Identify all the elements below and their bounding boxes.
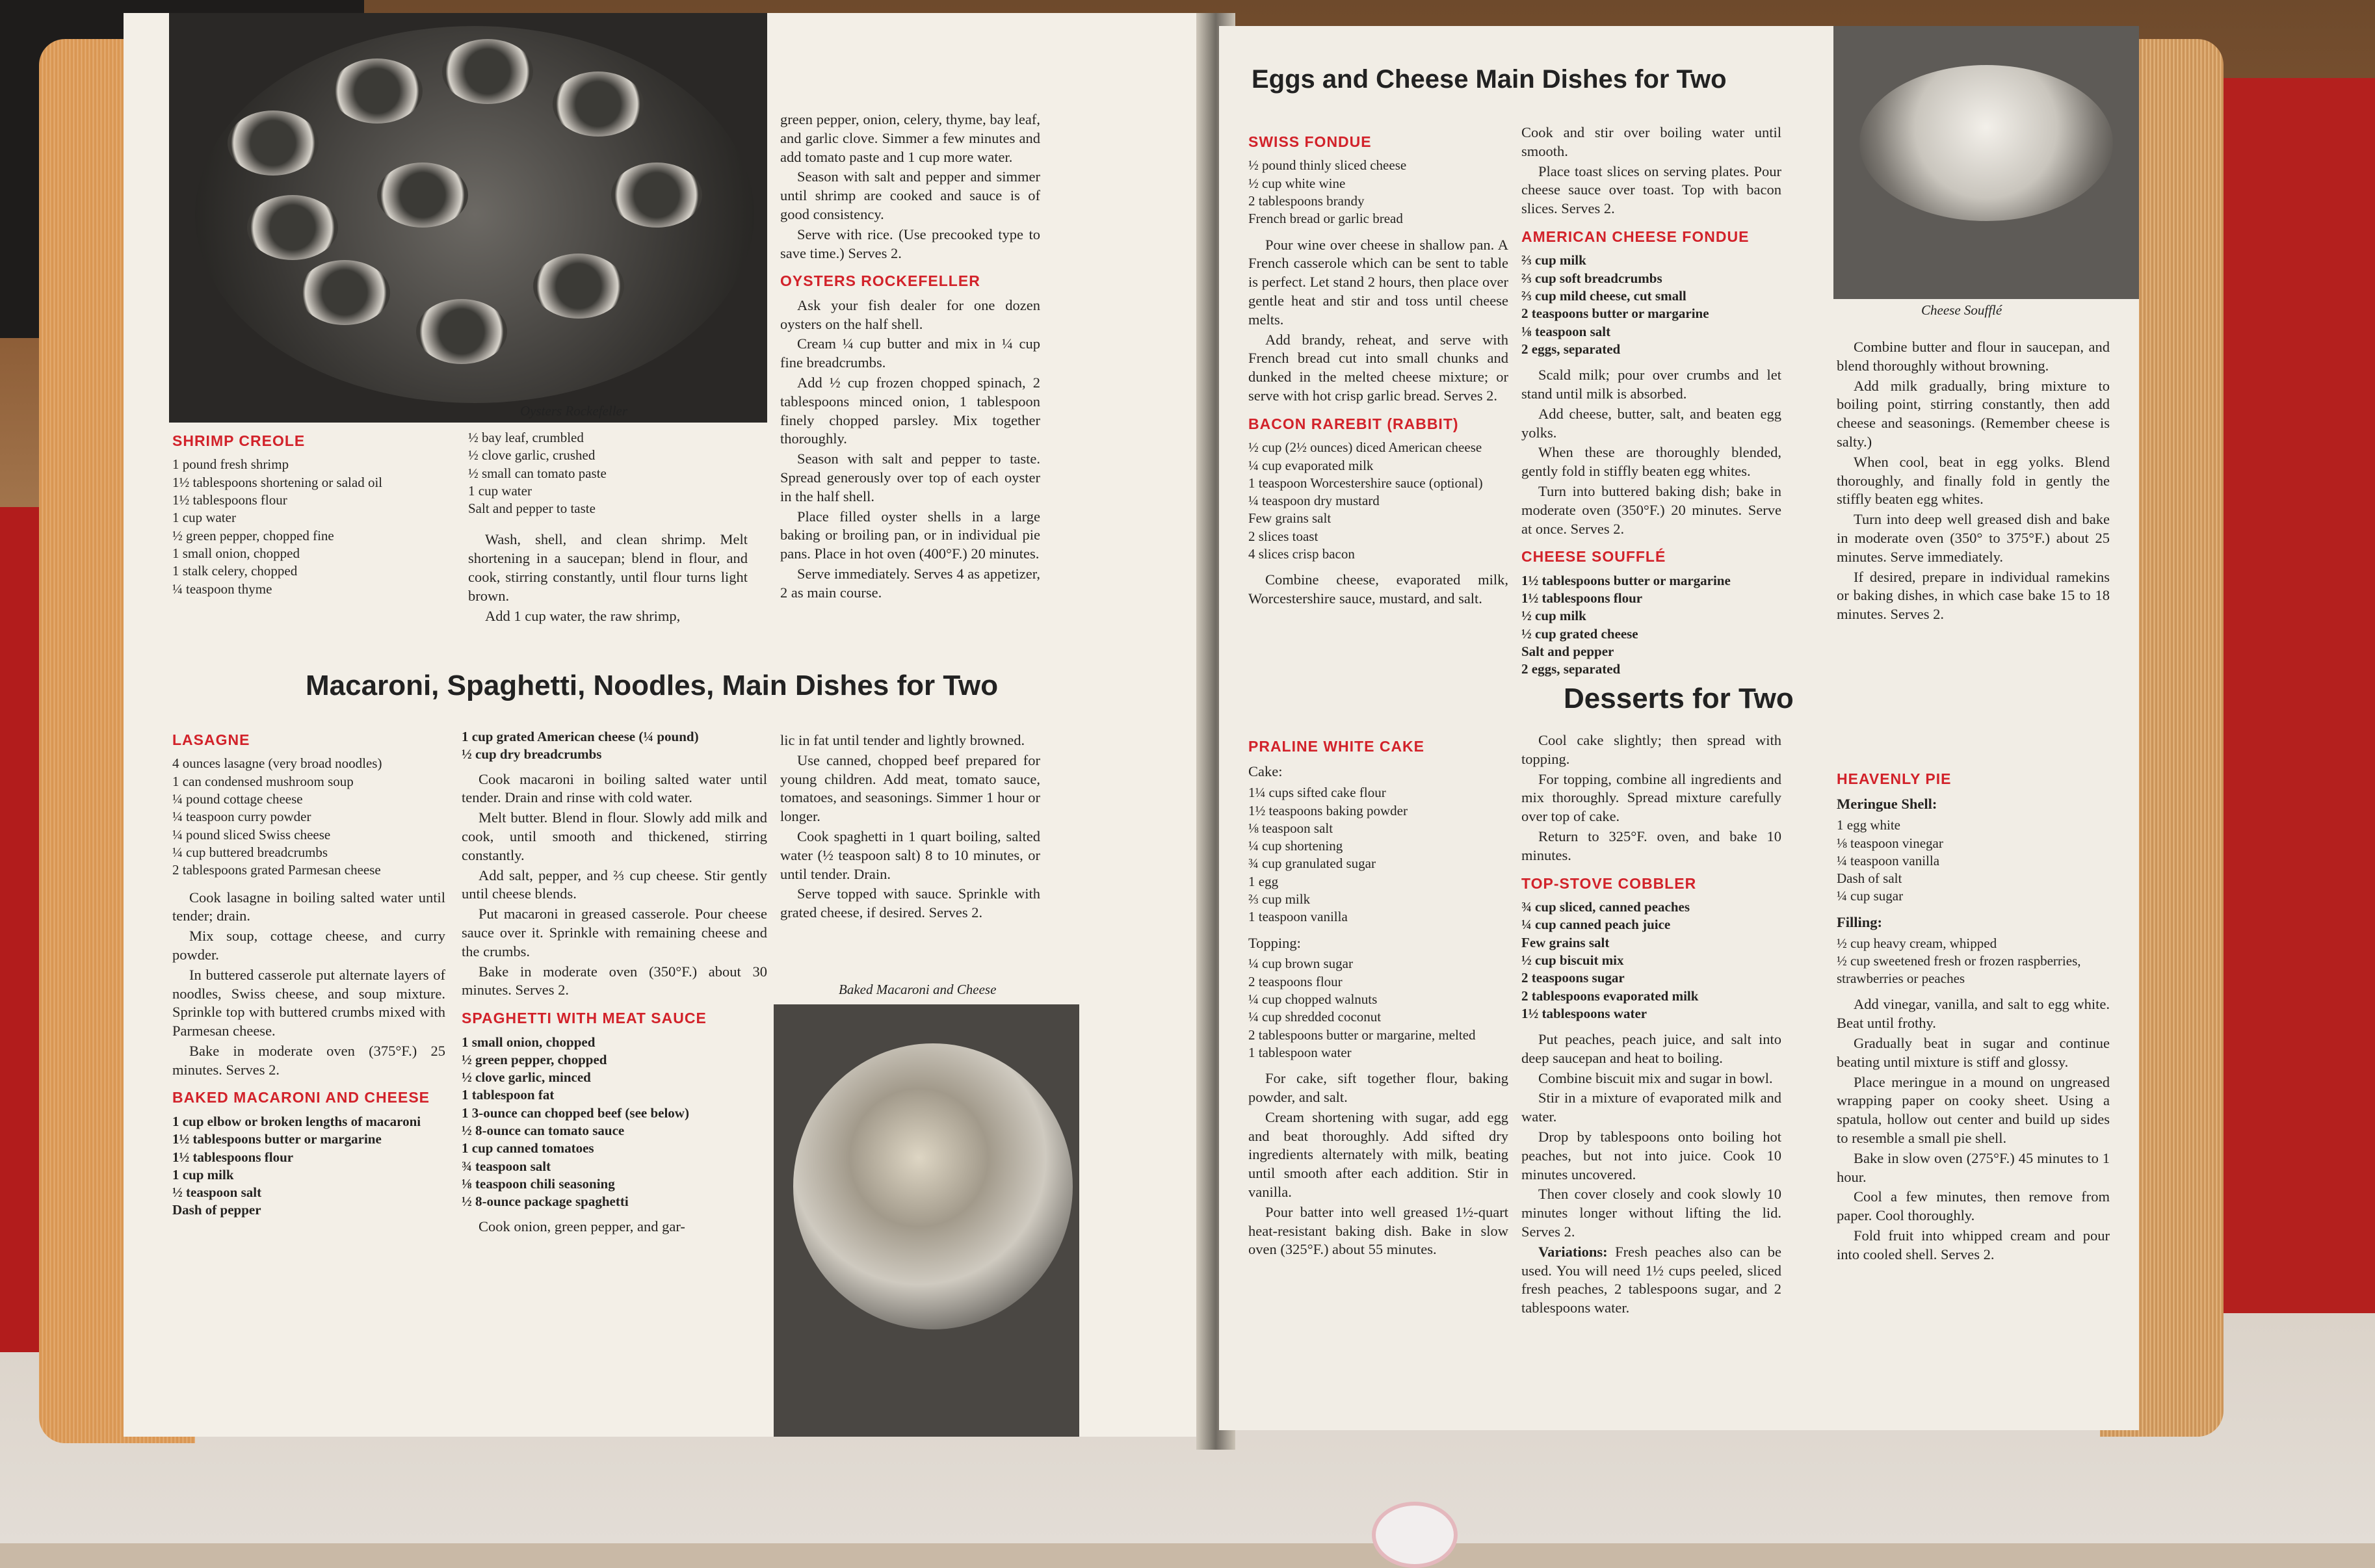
macaroni-photo-caption: Baked Macaroni and Cheese [839, 982, 997, 997]
souffle-photo-caption: Cheese Soufflé [1921, 302, 2002, 318]
shrimp-creole-col2 [468, 429, 748, 627]
right-col2-top [1521, 124, 1781, 679]
directions-text: Add cheese, butter, salt, and beaten egg yolks. [1521, 405, 1781, 441]
directions-text: Put peaches, peach juice, and salt into deep saucepan and heat to boiling. [1521, 1031, 1781, 1066]
ingredient-item: 1 cup milk [172, 1166, 234, 1183]
ingredient-list [1248, 784, 1508, 926]
directions-text: Bake in moderate oven (375°F.) 25 minutes. Serves 2. [172, 1042, 445, 1078]
ingredient-item: ½ pound thinly sliced cheese [1248, 157, 1407, 174]
ingredient-item: ⅛ teaspoon vinegar [1837, 835, 1943, 851]
directions-text: Season with salt and pepper to taste. Spread generously over top of each oyster in the half shell. [780, 451, 1040, 504]
macaroni-col2 [462, 728, 767, 1237]
directions-text: Melt butter. Blend in flour. Slowly add milk and cook, until smooth and thickened, stirring constantly. [462, 809, 767, 863]
section-title-desserts: Desserts for Two [1564, 683, 1794, 714]
ingredient-item: 1 tablespoon water [1248, 1044, 1352, 1060]
ingredient-item: ¼ cup evaporated milk [1248, 457, 1374, 473]
ingredient-item: 2 eggs, separated [1521, 661, 1621, 677]
filling-label: Filling: [1837, 913, 1883, 930]
ingredient-item: 1½ tablespoons flour [172, 1149, 294, 1165]
directions-text: Cool cake slightly; then spread with topping. [1521, 732, 1781, 767]
ingredient-list [172, 755, 445, 879]
ingredient-item: 2 teaspoons flour [1248, 973, 1343, 989]
directions-text: Put macaroni in greased casserole. Pour cheese sauce over it. Sprinkle with remaining cheese and the crumbs. [462, 906, 767, 960]
directions-text: Place meringue in a mound on ungreased wrapping paper on cooky sheet. Using a spatula, hollow out center and build up sides to resemble a small pie shell. [1837, 1073, 2110, 1146]
directions-text: Mix soup, cottage cheese, and curry powder. [172, 928, 445, 963]
ingredient-item: ½ cup white wine [1248, 175, 1346, 191]
ingredient-item: Salt and pepper to taste [468, 501, 596, 517]
directions-text: Scald milk; pour over crumbs and let stand until milk is absorbed. [1521, 367, 1781, 402]
oyster [442, 39, 533, 104]
ingredient-item: 1 3-ounce can chopped beef (see below) [462, 1104, 689, 1121]
praline-cake-recipe [1248, 728, 1508, 1261]
ingredient-item: ½ cup dry breadcrumbs [462, 746, 602, 763]
ingredient-item: 1½ tablespoons shortening or salad oil [172, 474, 383, 490]
recipe-title: BAKED MACARONI AND CHEESE [172, 1089, 430, 1106]
directions-text: Drop by tablespoons onto boiling hot peaches, but not into juice. Cook 10 minutes uncovered. [1521, 1129, 1781, 1183]
ingredient-item: 2 tablespoons brandy [1248, 193, 1365, 209]
directions-text: If desired, prepare in individual ramekins or baking dishes, in which case bake 15 to 18 minutes. Serves 2. [1837, 568, 2110, 623]
ingredient-item: 1 cup elbow or broken lengths of macaroni [172, 1113, 421, 1129]
souffle-directions [1837, 338, 2110, 625]
directions-text: Cream ¼ cup butter and mix in ¼ cup fine breadcrumbs. [780, 335, 1040, 371]
ingredient-item: 1 can condensed mushroom soup [172, 773, 354, 789]
ingredient-item: 2 tablespoons grated Parmesan cheese [172, 862, 381, 878]
cup [1372, 1502, 1458, 1568]
directions-text: Season with salt and pepper and simmer until shrimp are cooked and sauce is of good consistency. [780, 168, 1040, 222]
directions-text: Place toast slices on serving plates. Pour cheese sauce over toast. Top with bacon slices. Serves 2. [1521, 163, 1781, 217]
ingredient-list [468, 429, 748, 517]
open-cookbook [39, 13, 2224, 1450]
oyster [332, 59, 423, 124]
directions-text: Cook and stir over boiling water until smooth. [1521, 124, 1781, 159]
ingredient-list [1521, 572, 1781, 679]
ingredient-item: ½ small can tomato paste [468, 465, 607, 481]
recipe-title: TOP-STOVE COBBLER [1521, 874, 1697, 892]
ingredient-item: 1 egg [1248, 873, 1279, 889]
ingredient-item: 2 eggs, separated [1521, 341, 1621, 357]
directions-text: Pour wine over cheese in shallow pan. A French casserole which can be sent to table is perfect. Let stand 2 hours, then place over gentle heat and stir and toss until cheese melts. [1248, 236, 1508, 328]
ingredient-item: ½ cup heavy cream, whipped [1837, 935, 1997, 951]
ingredient-item: ⅛ teaspoon salt [1521, 323, 1611, 339]
ingredient-item: ⅔ cup soft breadcrumbs [1521, 270, 1662, 286]
ingredient-item: 1 cup water [172, 510, 236, 526]
recipe-title: PRALINE WHITE CAKE [1248, 738, 1424, 755]
red-book-right [2206, 78, 2375, 1313]
ingredient-item: 1½ tablespoons water [1521, 1005, 1647, 1021]
pasta-plate [793, 1043, 1073, 1329]
directions-text: Pour batter into well greased 1½-quart heat-resistant baking dish. Bake in slow oven (325°F.) about 55 minutes. [1248, 1203, 1508, 1258]
directions-text: Combine cheese, evaporated milk, Worcestershire sauce, mustard, and salt. [1248, 571, 1508, 607]
directions-text: Cook lasagne in boiling salted water until tender; drain. [172, 889, 445, 924]
directions-text: Combine butter and flour in saucepan, and blend thoroughly without browning. [1837, 339, 2110, 374]
directions-text: In buttered casserole put alternate layers of noodles, Swiss cheese, and soup mixture. Sprinkle top with buttered crumbs mixed with Parmesan cheese. [172, 966, 445, 1039]
ingredient-item: 1 stalk celery, chopped [172, 563, 298, 579]
ingredient-item: ¼ pound sliced Swiss cheese [172, 826, 331, 843]
oyster [228, 111, 319, 176]
directions-text: Return to 325°F. oven, and bake 10 minutes. [1521, 828, 1781, 863]
ingredient-item: ⅛ teaspoon chili seasoning [462, 1175, 615, 1192]
directions-text: Gradually beat in sugar and continue beating until mixture is stiff and glossy. [1837, 1035, 2110, 1070]
ingredient-item: Dash of salt [1837, 870, 1902, 887]
ingredient-item: 1 cup grated American cheese (¼ pound) [462, 729, 699, 744]
recipe-title: AMERICAN CHEESE FONDUE [1521, 228, 1750, 245]
directions-text: Fold fruit into whipped cream and pour into cooled shell. Serves 2. [1837, 1227, 2110, 1262]
ingredient-item: ½ green pepper, chopped [462, 1051, 607, 1067]
oyster [247, 195, 338, 260]
left-page-col3-top [780, 111, 1040, 604]
ingredient-item: Salt and pepper [1521, 644, 1614, 659]
directions-text: Cool a few minutes, then remove from paper. Cool thoroughly. [1837, 1188, 2110, 1224]
ingredient-item: ¼ teaspoon curry powder [172, 809, 311, 825]
ingredient-item: ¼ cup canned peach juice [1521, 917, 1671, 933]
ingredient-item: 1 small onion, chopped [462, 1034, 596, 1050]
ingredient-item: ¾ teaspoon salt [462, 1158, 551, 1174]
ingredient-item: 2 teaspoons sugar [1521, 970, 1625, 986]
oyster [611, 163, 702, 228]
ingredient-item: ¼ cup sugar [1837, 888, 1904, 904]
ingredient-item: 1 small onion, chopped [172, 545, 300, 561]
ingredient-item: ⅔ cup mild cheese, cut small [1521, 288, 1686, 304]
directions-text: Add brandy, reheat, and serve with French bread cut into small chunks and dunked in the melted cheese mixture; or serve with hot crisp garlic bread. Serves 2. [1248, 331, 1508, 404]
variations-label: Variations: [1538, 1243, 1608, 1260]
ingredient-item: French bread or garlic bread [1248, 211, 1403, 227]
oyster [299, 260, 390, 325]
ingredient-list [172, 456, 452, 597]
ingredient-item: ½ bay leaf, crumbled [468, 430, 584, 445]
ingredient-item: 1½ tablespoons flour [172, 492, 287, 508]
souffle-photo [1833, 26, 2139, 299]
ingredient-item: 1 cup canned tomatoes [462, 1140, 594, 1156]
ingredient-list [1521, 898, 1781, 1023]
ingredient-item: ⅛ teaspoon salt [1248, 820, 1333, 836]
ingredient-item: 1½ tablespoons flour [1521, 590, 1643, 607]
souffle-dish [1859, 65, 2113, 221]
ingredient-item: 2 slices toast [1248, 528, 1319, 544]
directions-text: Add milk gradually, bring mixture to boiling point, stirring constantly, then add cheese and seasonings. (Remember cheese is salty.) [1837, 377, 2110, 450]
variations-body: Fresh peaches also can be used. You will need 1½ cups peeled, sliced fresh peaches, 2 tablespoons sugar, and 2 tablespoons water. [1521, 1243, 1782, 1316]
ingredient-item: ¾ cup granulated sugar [1248, 856, 1376, 872]
lasagne-recipe [172, 722, 445, 1220]
heavenly-pie-recipe [1837, 761, 2110, 1266]
ingredient-item: 1¼ cups sifted cake flour [1248, 785, 1386, 801]
ingredient-list [1521, 252, 1781, 358]
directions-text: lic in fat until tender and lightly browned. [780, 732, 1025, 748]
ingredient-item: 2 tablespoons butter or margarine, melted [1248, 1026, 1476, 1043]
ingredient-item: 2 tablespoons evaporated milk [1521, 987, 1699, 1004]
ingredient-item: ¾ cup sliced, canned peaches [1521, 899, 1690, 915]
ingredient-item: ¼ teaspoon dry mustard [1248, 493, 1380, 509]
oyster [377, 163, 468, 228]
ingredient-item: 1 teaspoon vanilla [1248, 909, 1348, 925]
ingredient-item: ⅔ cup milk [1521, 252, 1586, 268]
oyster [553, 72, 644, 137]
oysters-photo [169, 13, 767, 423]
ingredient-item: ½ teaspoon salt [172, 1184, 262, 1201]
section-title-pasta: Macaroni, Spaghetti, Noodles, Main Dishes for Two [306, 670, 999, 701]
recipe-title: LASAGNE [172, 731, 250, 748]
directions-text: Place filled oyster shells in a large baking or broiling pan, or in individual pie pans. Place in hot oven (400°F.) 20 minutes. [780, 508, 1040, 562]
spaghetti-col3 [780, 731, 1040, 924]
ingredient-list [1837, 817, 2110, 905]
cake-label: Cake: [1248, 763, 1283, 780]
directions-text: Stir in a mixture of evaporated milk and water. [1521, 1090, 1781, 1125]
ingredient-item: 1½ tablespoons butter or margarine [1521, 572, 1731, 588]
directions-text: Wash, shell, and clean shrimp. Melt shortening in a saucepan; blend in flour, and cook, stirring constantly, until flour turns light brown. [468, 531, 748, 604]
directions-text: Add ½ cup frozen chopped spinach, 2 tablespoons minced onion, 1 tablespoon finely chopped parsley. Mix together thoroughly. [780, 374, 1040, 447]
ingredient-item: ¼ pound cottage cheese [172, 791, 303, 807]
directions-text: Turn into buttered baking dish; bake in moderate oven (350°F.) 20 minutes. Serve at once. Serves 2. [1521, 482, 1781, 537]
ingredient-item: 4 ounces lasagne (very broad noodles) [172, 755, 382, 772]
ingredient-item: ½ clove garlic, crushed [468, 447, 596, 464]
ingredient-item: 4 slices crisp bacon [1248, 546, 1355, 562]
directions-text: For cake, sift together flour, baking powder, and salt. [1248, 1070, 1508, 1105]
section-title-eggs: Eggs and Cheese Main Dishes for Two [1252, 65, 1727, 94]
left-page [124, 13, 1209, 1437]
variations-text [1521, 1243, 1781, 1318]
directions-text: Add 1 cup water, the raw shrimp, [485, 607, 681, 624]
ingredient-item: ¼ cup brown sugar [1248, 956, 1353, 972]
directions-text: When these are thoroughly blended, gently fold in stiffly beaten egg whites. [1521, 444, 1781, 480]
directions-text: Bake in moderate oven (350°F.) about 30 minutes. Serves 2. [462, 963, 767, 999]
ingredient-item: ½ clove garlic, minced [462, 1069, 591, 1086]
ingredient-item: 1 teaspoon Worcestershire sauce (optional) [1248, 475, 1483, 491]
oyster [416, 299, 507, 364]
ingredient-item: ½ 8-ounce package spaghetti [462, 1194, 629, 1210]
directions-text: Bake in slow oven (275°F.) 45 minutes to 1 hour. [1837, 1149, 2110, 1185]
ingredient-item: ⅔ cup milk [1248, 891, 1311, 908]
directions-text: Cook spaghetti in 1 quart boiling, salted water (½ teaspoon salt) 8 to 10 minutes, or until tender. Drain. [780, 828, 1040, 882]
ingredient-item: ¼ cup shortening [1248, 838, 1343, 854]
recipe-title: BACON RAREBIT (RABBIT) [1248, 415, 1459, 432]
ingredient-list [462, 728, 767, 764]
ingredient-list [462, 1034, 767, 1211]
ingredient-item: ¼ cup chopped walnuts [1248, 991, 1378, 1007]
directions-text: Cook macaroni in boiling salted water until tender. Drain and rinse with cold water. [462, 770, 767, 806]
meringue-shell-label: Meringue Shell: [1837, 796, 1937, 813]
ingredient-item: ¼ teaspoon vanilla [1837, 852, 1940, 869]
ingredient-list [1248, 439, 1508, 563]
topping-label: Topping: [1248, 934, 1301, 951]
macaroni-photo [774, 1004, 1079, 1437]
ingredient-item: ½ cup (2½ ounces) diced American cheese [1248, 439, 1482, 456]
ingredient-item: ½ cup grated cheese [1521, 625, 1638, 642]
ingredient-item: 1½ teaspoons baking powder [1248, 802, 1408, 818]
recipe-title: SHRIMP CREOLE [172, 432, 306, 449]
directions-text: Serve with rice. (Use precooked type to save time.) Serves 2. [780, 226, 1040, 261]
ingredient-item: ¼ cup buttered breadcrumbs [172, 844, 328, 860]
directions-text: Ask your fish dealer for one dozen oysters on the half shell. [780, 296, 1040, 332]
directions-text: Add vinegar, vanilla, and salt to egg white. Beat until frothy. [1837, 996, 2110, 1032]
ingredient-item: ¼ teaspoon thyme [172, 581, 272, 597]
oysters-photo-caption: Oysters Rockefeller [520, 403, 628, 419]
directions-text: green pepper, onion, celery, thyme, bay leaf, and garlic clove. Simmer a few minutes and add tomato paste and 1 cup more water. [780, 111, 1040, 165]
directions-text: Add salt, pepper, and ⅔ cup cheese. Stir gently until cheese blends. [462, 867, 767, 902]
directions-text: Then cover closely and cook slowly 10 minutes longer without lifting the lid. Serves 2. [1521, 1186, 1781, 1240]
ingredient-item: ½ cup milk [1521, 608, 1586, 624]
ingredient-item: 1 pound fresh shrimp [172, 456, 289, 473]
right-page [1219, 26, 2139, 1430]
cobbler-recipe [1521, 731, 1781, 1319]
directions-text: Cook onion, green pepper, and gar- [479, 1218, 685, 1235]
ingredient-item: ½ cup biscuit mix [1521, 952, 1624, 968]
ingredient-item: 1½ tablespoons butter or margarine [172, 1131, 382, 1147]
recipe-title: OYSTERS ROCKEFELLER [780, 272, 980, 290]
shrimp-creole-recipe [172, 423, 452, 598]
ingredient-item: ¼ cup shredded coconut [1248, 1009, 1382, 1025]
recipe-title: SWISS FONDUE [1248, 133, 1372, 150]
swiss-fondue-recipe [1248, 124, 1508, 610]
directions-text: Combine biscuit mix and sugar in bowl. [1538, 1069, 1773, 1086]
recipe-title: HEAVENLY PIE [1837, 770, 1952, 787]
directions-text: For topping, combine all ingredients and mix thoroughly. Spread mixture carefully over top of cake. [1521, 770, 1781, 825]
ingredient-item: ½ green pepper, chopped fine [172, 527, 334, 543]
recipe-title: CHEESE SOUFFLÉ [1521, 548, 1666, 566]
directions-text: Cream shortening with sugar, add egg and beat thoroughly. Add sifted dry ingredients alternately with milk, beating until smooth after each addition. Stir in vanilla. [1248, 1108, 1508, 1200]
recipe-title: SPAGHETTI WITH MEAT SAUCE [462, 1010, 707, 1027]
ingredient-item: Dash of pepper [172, 1202, 261, 1218]
directions-text: Use canned, chopped beef prepared for young children. Add meat, tomato sauce, tomatoes, and seasonings. Simmer 1 hour or longer. [780, 751, 1040, 825]
ingredient-list [1837, 935, 2110, 988]
directions-text: Turn into deep well greased dish and bake in moderate oven (350° to 375°F.) about 25 minutes. Serve immediately. [1837, 511, 2110, 565]
ingredient-item: 1 tablespoon fat [462, 1087, 555, 1103]
ingredient-item: ½ 8-ounce can tomato sauce [462, 1123, 625, 1139]
directions-text: Serve topped with sauce. Sprinkle with grated cheese, if desired. Serves 2. [780, 885, 1040, 921]
ingredient-item: 1 egg white [1837, 817, 1900, 833]
ingredient-item: Few grains salt [1248, 510, 1332, 527]
oyster [533, 254, 624, 319]
ingredient-item: ½ cup sweetened fresh or frozen raspberries, strawberries or peaches [1837, 952, 2081, 987]
ingredient-list [172, 1113, 445, 1220]
ingredient-item: Few grains salt [1521, 934, 1610, 950]
ingredient-item: 1 cup water [468, 482, 532, 499]
ingredient-item: 2 teaspoons butter or margarine [1521, 306, 1709, 322]
directions-text: When cool, beat in egg yolks. Blend thoroughly, and finally fold in gently the stiffly beaten egg whites. [1837, 453, 2110, 508]
ingredient-list [1248, 955, 1508, 1062]
ingredient-list [1248, 157, 1508, 228]
directions-text: Serve immediately. Serves 4 as appetizer, 2 as main course. [780, 565, 1040, 601]
